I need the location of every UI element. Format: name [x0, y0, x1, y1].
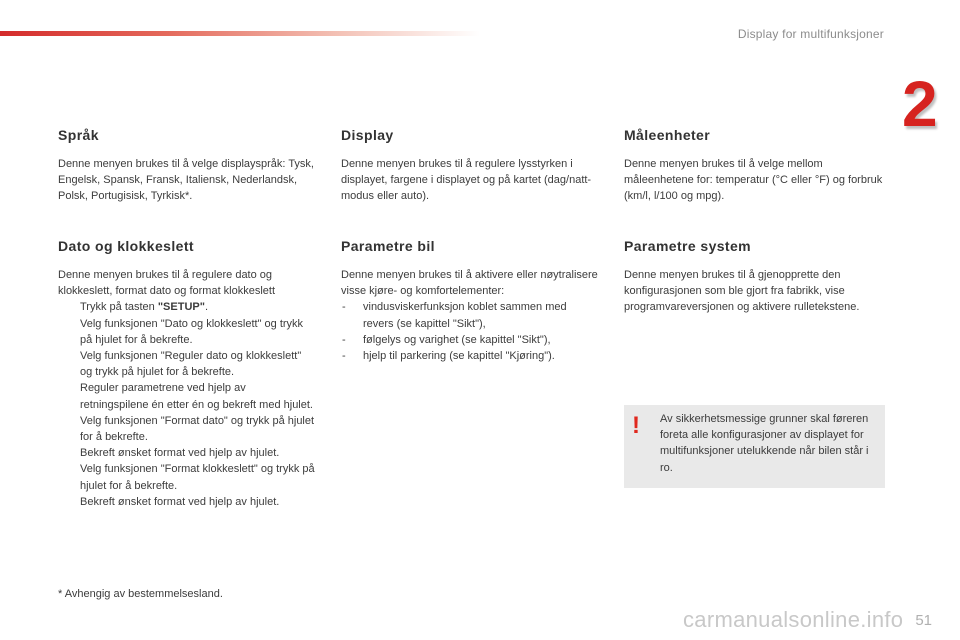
list-item: - hjelp til parkering (se kapittel "Kjøring").	[341, 348, 599, 364]
dash-list	[341, 299, 599, 364]
dash-marker: -	[342, 350, 346, 363]
section-dato-klokkeslett	[58, 238, 316, 510]
section-title: Måleenheter	[624, 127, 711, 143]
section-parametre-system	[624, 238, 882, 316]
list-item: Bekreft ønsket format ved hjelp av hjulet.	[80, 495, 280, 508]
section-title: Display	[341, 127, 394, 143]
section-display	[341, 127, 603, 205]
list-item: Velg funksjonen "Format dato" og trykk på hjulet for å bekrefte.	[80, 414, 315, 444]
dash-marker: -	[342, 333, 346, 346]
warning-text: Av sikkerhetsmessige grunner skal føreren foreta alle konfigurasjoner av displayet for multifunksjoner utelukkende når bilen står i ro.	[660, 413, 869, 474]
header-accent-bar	[0, 31, 480, 36]
section-sprak	[58, 127, 320, 205]
watermark: carmanualsonline.info	[683, 607, 904, 632]
section-title: Språk	[58, 127, 99, 143]
list-item: Trykk på tasten "SETUP".	[80, 301, 209, 314]
section-text: Denne menyen brukes til å velge displayspråk: Tysk, Engelsk, Spansk, Fransk, Italiensk, Nederlandsk, Polsk, Portugisisk, Tyrkisk*.	[58, 158, 314, 203]
list-item: Reguler parametrene ved hjelp av retningspilene én etter én og bekreft med hjulet.	[80, 382, 313, 411]
instruction-list	[58, 299, 316, 510]
section-parametre-bil	[341, 238, 599, 364]
list-item: Velg funksjonen "Format klokkeslett" og trykk på hjulet for å bekrefte.	[80, 463, 315, 492]
footnote: * Avhengig av bestemmelsesland.	[58, 588, 223, 600]
section-text: Denne menyen brukes til å aktivere eller nøytralisere visse kjøre- og komfortelementer:	[341, 269, 598, 298]
section-title: Dato og klokkeslett	[58, 238, 194, 254]
section-text: Denne menyen brukes til å gjenopprette den konfigurasjonen som ble gjort fra fabrikk, vise programvareversjonen og aktivere rulletekstene.	[624, 269, 860, 314]
page-header-title: Display for multifunksjoner	[737, 27, 884, 41]
section-title: Parametre bil	[341, 238, 435, 254]
page-number: 51	[915, 612, 932, 629]
list-item: Velg funksjonen "Reguler dato og klokkeslett" og trykk på hjulet for å bekrefte.	[80, 350, 302, 379]
section-text: Denne menyen brukes til å regulere lysstyrken i displayet, fargene i displayet og på kartet (dag/natt-modus eller auto).	[341, 158, 592, 203]
list-item: - følgelys og varighet (se kapittel "Sikt"),	[341, 332, 599, 348]
list-item: Bekreft ønsket format ved hjelp av hjulet.	[80, 447, 280, 460]
chapter-number: 2	[902, 68, 938, 140]
section-text: Denne menyen brukes til å regulere dato og klokkeslett, format dato og format klokkeslett	[58, 269, 276, 298]
list-item: Velg funksjonen "Dato og klokkeslett" og trykk på hjulet for å bekrefte.	[80, 317, 304, 346]
section-maleenheter	[624, 127, 886, 205]
warning-icon: !	[632, 412, 640, 439]
section-text: Denne menyen brukes til å velge mellom måleenhetene for: temperatur (°C eller °F) og forbruk (km/l, l/100 og mpg).	[624, 158, 883, 203]
section-title: Parametre system	[624, 238, 752, 254]
dash-marker: -	[342, 301, 346, 314]
list-item: - vindusviskerfunksjon koblet sammen med revers (se kapittel "Sikt"),	[342, 301, 567, 330]
